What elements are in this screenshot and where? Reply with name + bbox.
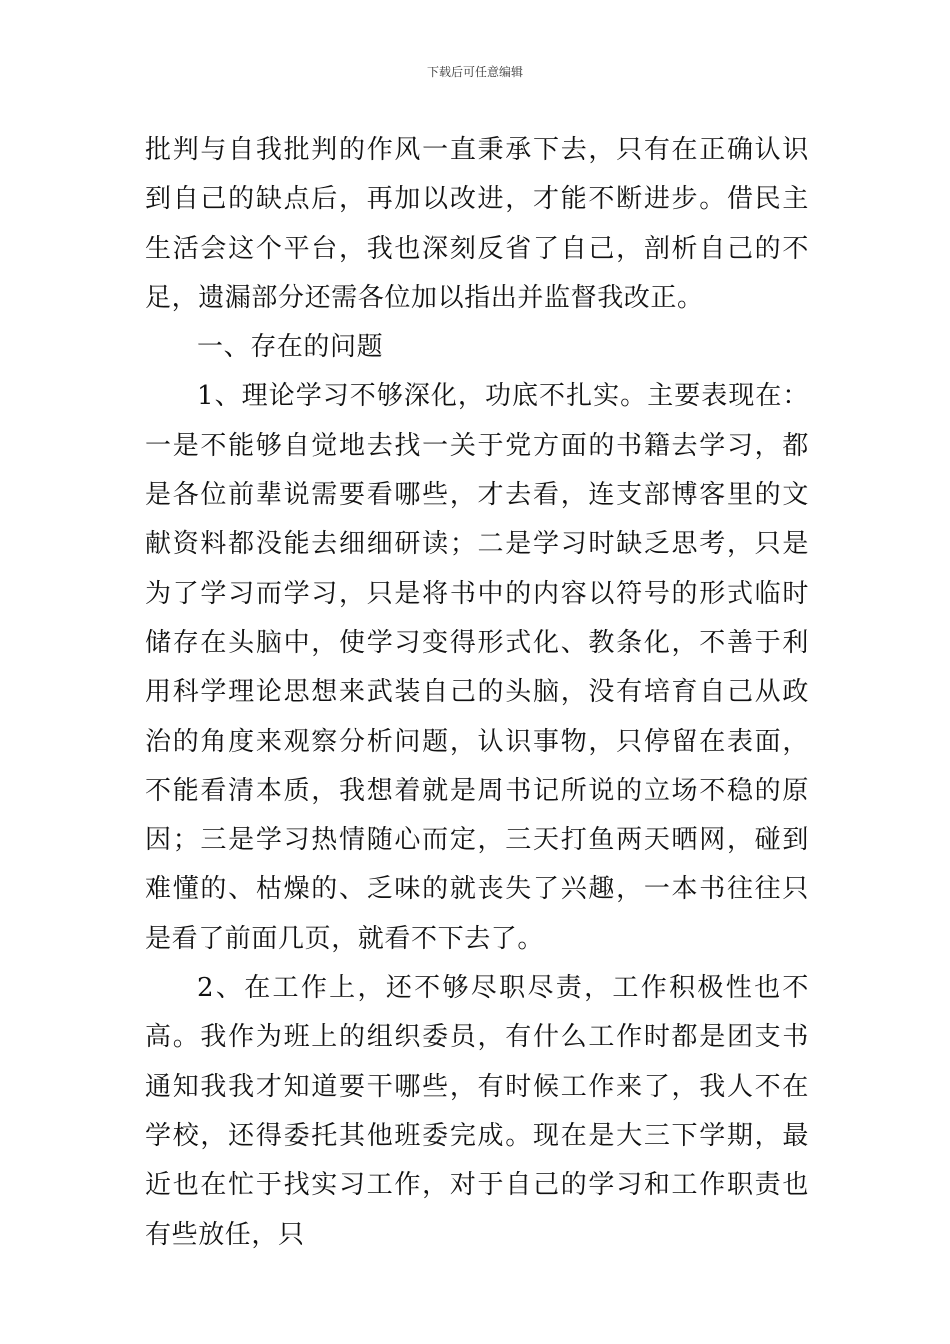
paragraph-intro: 批判与自我批判的作风一直秉承下去，只有在正确认识到自己的缺点后，再加以改进，才能不断进步。借民主生活会这个平台，我也深刻反省了自己，剖析自己的不足，遗漏部分还需各位加以指出并监督我改正。 bbox=[145, 135, 809, 313]
document-body bbox=[145, 126, 809, 1260]
page-header: 下载后可任意编辑 bbox=[426, 65, 523, 79]
paragraph-point-2: 2、在工作上，还不够尽职尽责，工作积极性也不高。我作为班上的组织委员，有什么工作时都是团支书通知我我才知道要干哪些，有时候工作来了，我人不在学校，还得委托其他班委完成。现在是大三下学期，最近也在忙于找实习工作，对于自己的学习和工作职责也有些放任，只 bbox=[145, 973, 809, 1250]
paragraph-point-1: 1、理论学习不够深化，功底不扎实。主要表现在：一是不能够自觉地去找一关于党方面的书籍去学习，都是各位前辈说需要看哪些，才去看，连支部博客里的文献资料都没能去细细研读；二是学习时缺乏思考，只是为了学习而学习，只是将书中的内容以符号的形式临时储存在头脑中，使学习变得形式化、教条化，不善于利用科学理论思想来武装自己的头脑，没有培育自己从政治的角度来观察分析问题，认识事物，只停留在表面，不能看清本质，我想着就是周书记所说的立场不稳的原因；三是学习热情随心而定，三天打鱼两天晒网，碰到难懂的、枯燥的、乏味的就丧失了兴趣，一本书往往只是看了前面几页，就看不下去了。 bbox=[145, 381, 809, 954]
section-heading: 一、存在的问题 bbox=[197, 332, 384, 363]
